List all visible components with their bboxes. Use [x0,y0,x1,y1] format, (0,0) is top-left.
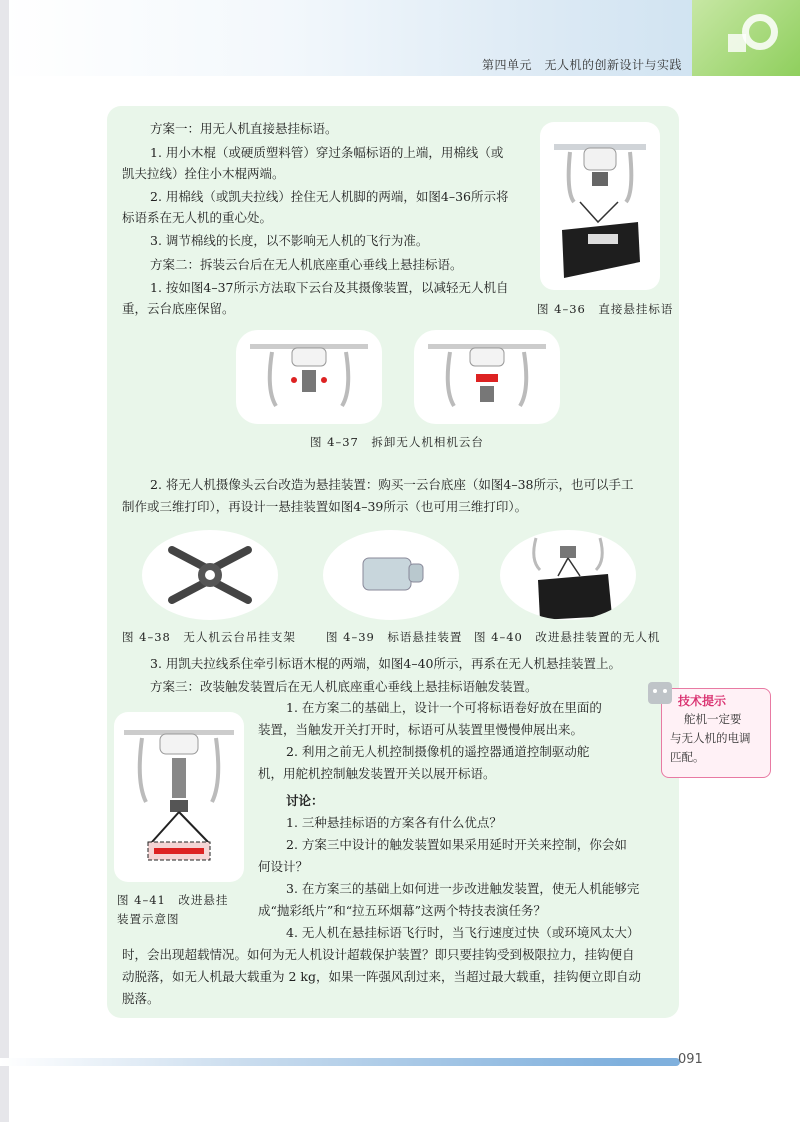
paragraph: 1. 在方案二的基础上，设计一个可将标语卷好放在里面的 [286,700,602,715]
question: 4. 无人机在悬挂标语飞行时，当飞行速度过快（或环境风太大） [286,925,640,940]
gimbal-bracket-illustration [142,530,278,620]
question: 时，会出现超载情况。如何为无人机设计超载保护装置？即只要挂钩受到极限拉力，挂钩便自 [122,947,635,962]
paragraph: 3. 调节棉线的长度，以不影响无人机的飞行为准。 [150,233,429,248]
figure-caption: 图 4–41 改进悬挂 [117,893,229,907]
tech-tip-line: 舵机一定要 [684,712,742,726]
figure-4-41-photo [114,712,244,882]
paragraph: 2. 将无人机摄像头云台改造为悬挂装置：购买一云台底座（如图4–38所示，也可以手工 [150,477,634,492]
paragraph: 2. 用棉线（或凯夫拉线）拴住无人机脚的两端，如图4–36所示将 [150,189,509,204]
question: 2. 方案三中设计的触发装置如果采用延时开关来控制，你会如 [286,837,627,852]
drone-banner-illustration [540,122,660,290]
figure-4-37-photo-left [236,330,382,424]
figure-caption: 装置示意图 [117,912,180,926]
figure-4-39-photo [323,530,459,620]
figure-caption: 图 4–37 拆卸无人机相机云台 [310,435,484,449]
trigger-device-illustration [114,712,244,882]
left-margin-stripe [0,0,9,1122]
figure-4-38-photo [142,530,278,620]
robot-icon [648,682,672,704]
question: 脱落。 [122,991,160,1006]
footer-bar [0,1058,622,1066]
paragraph: 制作或三维打印），再设计一悬挂装置如图4–39所示（也可用三维打印）。 [122,499,528,514]
figure-4-40-photo [500,530,636,620]
gear-square-decoration [728,34,746,52]
plan-two-heading: 方案二：拆装云台后在无人机底座重心垂线上悬挂标语。 [150,257,463,272]
paragraph: 标语系在无人机的重心处。 [122,210,273,225]
drone-gimbal-illustration [236,330,382,424]
page-number: 091 [678,1052,703,1067]
figure-4-37-photo-right [414,330,560,424]
gear-icon [742,14,778,50]
paragraph: 1. 按如图4–37所示方法取下云台及其摄像装置，以减轻无人机自 [150,280,509,295]
figure-caption: 图 4–36 直接悬挂标语 [537,302,674,316]
figure-4-36-photo [540,122,660,290]
drone-gimbal-removed-illustration [414,330,560,424]
question: 成“抛彩纸片”和“拉五环烟幕”这两个特技表演任务？ [258,903,547,918]
tech-tip-line: 匹配。 [670,750,705,764]
paragraph: 2. 利用之前无人机控制摄像机的遥控器通道控制驱动舵 [286,744,590,759]
footer-bar-end [618,1058,680,1066]
discussion-heading: 讨论： [286,793,324,808]
paragraph: 3. 用凯夫拉线系住牵引标语木棍的两端，如图4–40所示，再系在无人机悬挂装置上。 [150,656,622,671]
question: 何设计？ [258,859,309,874]
figure-caption: 图 4–38 无人机云台吊挂支架 [122,630,296,644]
tech-tip-text [670,710,751,767]
paragraph: 凯夫拉线）拴住小木棍两端。 [122,166,285,181]
drone-with-hanger-illustration [500,530,636,620]
tech-tip-line: 与无人机的电调 [670,731,751,745]
paragraph: 1. 用小木棍（或硬质塑料管）穿过条幅标语的上端，用棉线（或 [150,145,504,160]
question: 3. 在方案三的基础上如何进一步改进触发装置，使无人机能够完 [286,881,640,896]
figure-caption: 图 4–40 改进悬挂装置的无人机 [474,630,661,644]
tech-tip-title: 技术提示 [678,694,727,708]
unit-title: 第四单元 无人机的创新设计与实践 [481,58,682,72]
paragraph: 装置，当触发开关打开时，标语可从装置里慢慢伸展出来。 [258,722,584,737]
paragraph: 机，用舵机控制触发装置开关以展开标语。 [258,766,496,781]
question: 动脱落，如无人机最大载重为 2 kg，如果一阵强风刮过来，当超过最大载重，挂钩便立即自动 [122,969,641,984]
banner-hanger-illustration [323,530,459,620]
figure-caption: 图 4–39 标语悬挂装置 [326,630,463,644]
plan-one-heading: 方案一：用无人机直接悬挂标语。 [150,121,338,136]
question: 1. 三种悬挂标语的方案各有什么优点？ [286,815,502,830]
paragraph: 重，云台底座保留。 [122,301,235,316]
plan-three-heading: 方案三：改装触发装置后在无人机底座重心垂线上悬挂标语触发装置。 [150,679,538,694]
